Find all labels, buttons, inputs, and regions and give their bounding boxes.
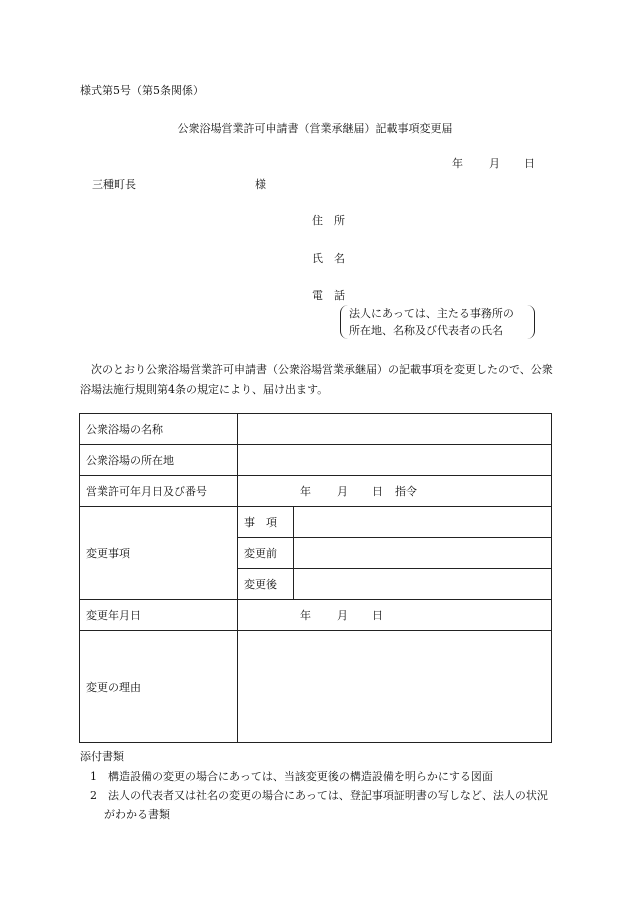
addressee-name: 三種町長 [92,178,136,191]
bath-name-field[interactable] [238,414,552,445]
name-label: 氏 名 [312,252,345,265]
after-label: 変更後 [238,569,294,600]
before-field[interactable] [294,538,552,569]
permit-year: 年 [300,485,311,498]
change-reason-field[interactable] [238,631,552,743]
corporate-note-line2: 所在地、名称及び代表者の氏名 [349,324,503,337]
phone-label: 電 話 [312,289,345,302]
attachments-list [80,767,550,824]
item-label: 事 項 [238,507,294,538]
permit-date-number-field[interactable] [238,476,552,507]
table-row [80,476,552,507]
change-date-label: 変更年月日 [80,600,238,631]
attachments-heading: 添付書類 [80,750,124,763]
date-year: 年 [452,157,463,170]
permit-date-number-label: 営業許可年月日及び番号 [80,476,238,507]
bath-name-label: 公衆浴場の名称 [80,414,238,445]
change-items-label: 変更事項 [80,507,238,600]
corporate-note-line1: 法人にあっては、主たる事務所の [349,307,514,320]
table-row [80,414,552,445]
attachment-item-1: 1 構造設備の変更の場合にあっては、当該変更後の構造設備を明らかにする図面 [90,770,493,783]
form-table [79,413,552,743]
form-number: 様式第5号（第5条関係） [80,84,204,97]
date-day: 日 [524,157,535,170]
bath-location-label: 公衆浴場の所在地 [80,445,238,476]
table-row [80,507,552,538]
corporate-note [340,305,535,339]
change-date-field[interactable] [238,600,552,631]
change-year: 年 [300,609,311,622]
bath-location-field[interactable] [238,445,552,476]
intro-text: 次のとおり公衆浴場営業許可申請書（公衆浴場営業承継届）の記載事項を変更したので、公衆浴場法施行規則第4条の規定により、届け出ます。 [80,363,553,396]
change-day: 日 [372,609,383,622]
permit-day: 日 [372,485,383,498]
item-field[interactable] [294,507,552,538]
date-month: 月 [489,157,500,170]
change-reason-label: 変更の理由 [80,631,238,743]
attachment-item-2: 2 法人の代表者又は社名の変更の場合にあっては、登記事項証明書の写しなど、法人の状況がわかる書類 [90,789,548,821]
permit-month: 月 [337,485,348,498]
table-row [80,631,552,743]
after-field[interactable] [294,569,552,600]
address-label: 住 所 [312,214,345,227]
permit-suffix: 指令 [395,485,417,498]
addressee-honorific: 様 [255,178,266,191]
document-title: 公衆浴場営業許可申請書（営業承継届）記載事項変更届 [177,122,453,135]
table-row [80,600,552,631]
table-row [80,445,552,476]
date-line [452,155,535,171]
before-label: 変更前 [238,538,294,569]
change-month: 月 [337,609,348,622]
